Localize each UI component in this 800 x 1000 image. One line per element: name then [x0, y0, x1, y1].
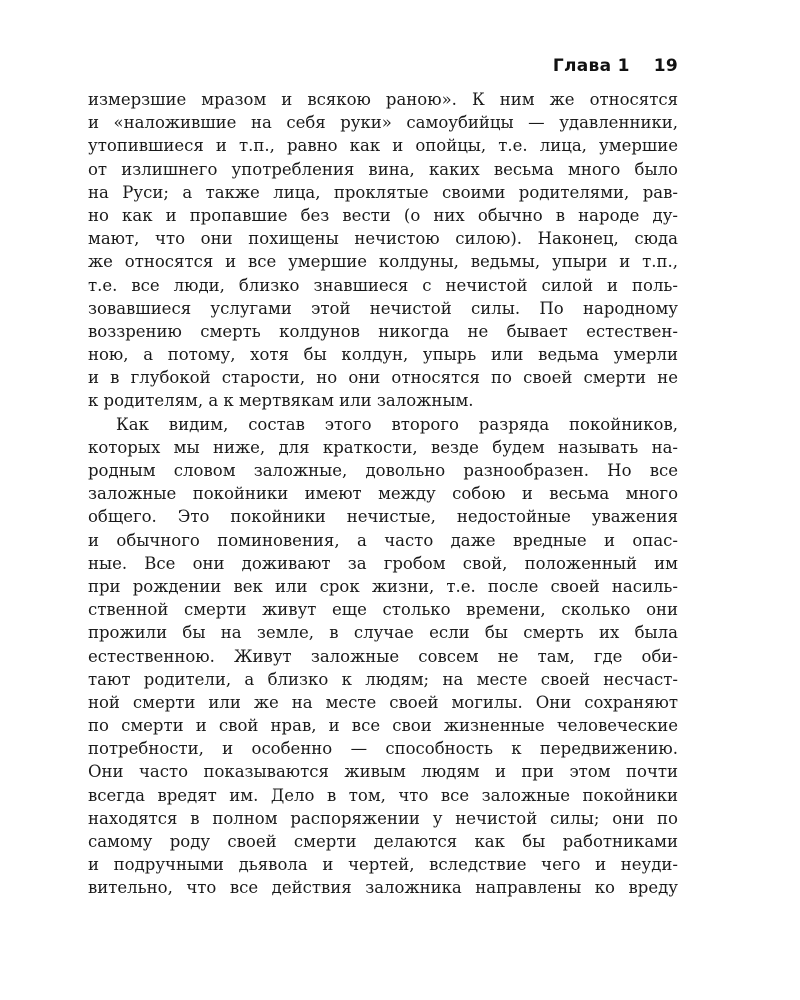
text-line: при рождении век или срок жизни, т.е. после своей насиль-	[88, 576, 678, 596]
text-line: ственной смерти живут еще столько времени, сколько они	[88, 600, 678, 620]
text-line: на Руси; а также лица, проклятые своими родителями, рав-	[88, 182, 678, 202]
text-line: потребности, и особенно — способность к передвижению.	[88, 739, 678, 759]
running-head	[553, 56, 678, 76]
text-line: находятся в полном распоряжении у нечистой силы; они по	[88, 808, 678, 828]
text-line: утопившиеся и т.п., равно как и опойцы, т.е. лица, умершие	[88, 136, 678, 156]
text-line: общего. Это покойники нечистые, недостойные уважения	[88, 507, 678, 527]
text-line: но как и пропавшие без вести (о них обычно в народе ду-	[88, 205, 678, 225]
text-line: которых мы ниже, для краткости, везде будем называть на-	[88, 437, 678, 457]
text-line: самому роду своей смерти делаются как бы работниками	[88, 832, 678, 851]
page-number: 19	[653, 56, 678, 76]
text-line: ные. Все они доживают за гробом свой, положенный им	[88, 553, 678, 573]
text-line: мают, что они похищены нечистою силою). Наконец, сюда	[88, 229, 678, 249]
text-line: тают родители, а близко к людям; на месте своей несчаст-	[88, 669, 678, 689]
text-line: измерзшие мразом и всякою раною». К ним же относятся	[88, 90, 678, 109]
text-line: родным словом заложные, довольно разнообразен. Но все	[88, 461, 678, 480]
text-line: ной смерти или же на месте своей могилы. Они сохраняют	[88, 692, 678, 712]
text-line: заложные покойники имеют между собою и весьма много	[88, 484, 678, 504]
text-line: и подручными дьявола и чертей, вследствие чего и неуди-	[88, 855, 678, 875]
text-line: естественною. Живут заложные совсем не там, где оби-	[88, 646, 678, 666]
text-line: и в глубокой старости, но они относятся по своей смерти не	[88, 368, 678, 388]
text-line: вительно, что все действия заложника направлены ко вреду	[88, 878, 678, 898]
text-line: зовавшиеся услугами этой нечистой силы. По народному	[88, 298, 678, 318]
text-line: Как видим, состав этого второго разряда покойников,	[116, 414, 678, 434]
text-line: всегда вредят им. Дело в том, что все заложные покойники	[88, 785, 678, 805]
body-text	[88, 88, 678, 900]
text-line: т.е. все люди, близко знавшиеся с нечистой силой и поль-	[88, 275, 678, 295]
text-line: прожили бы на земле, в случае если бы смерть их была	[88, 623, 678, 643]
text-line: по смерти и свой нрав, и все свои жизненные человеческие	[88, 716, 678, 736]
text-line: и обычного поминовения, а часто даже вредные и опас-	[88, 530, 678, 550]
chapter-title: Глава 1	[552, 56, 630, 76]
text-line: ною, а потому, хотя бы колдун, упырь или ведьма умерли	[88, 345, 678, 365]
text-line: к родителям, а к мертвякам или заложным.	[88, 391, 474, 411]
text-line: и «наложившие на себя руки» самоубийцы — удавленники,	[88, 113, 678, 133]
text-line: воззрению смерть колдунов никогда не бывает естествен-	[88, 321, 678, 341]
text-line: Они часто показываются живым людям и при этом почти	[88, 762, 678, 782]
text-line: от излишнего употребления вина, каких весьма много было	[88, 159, 678, 179]
text-line: же относятся и все умершие колдуны, ведьмы, упыри и т.п.,	[88, 252, 678, 272]
